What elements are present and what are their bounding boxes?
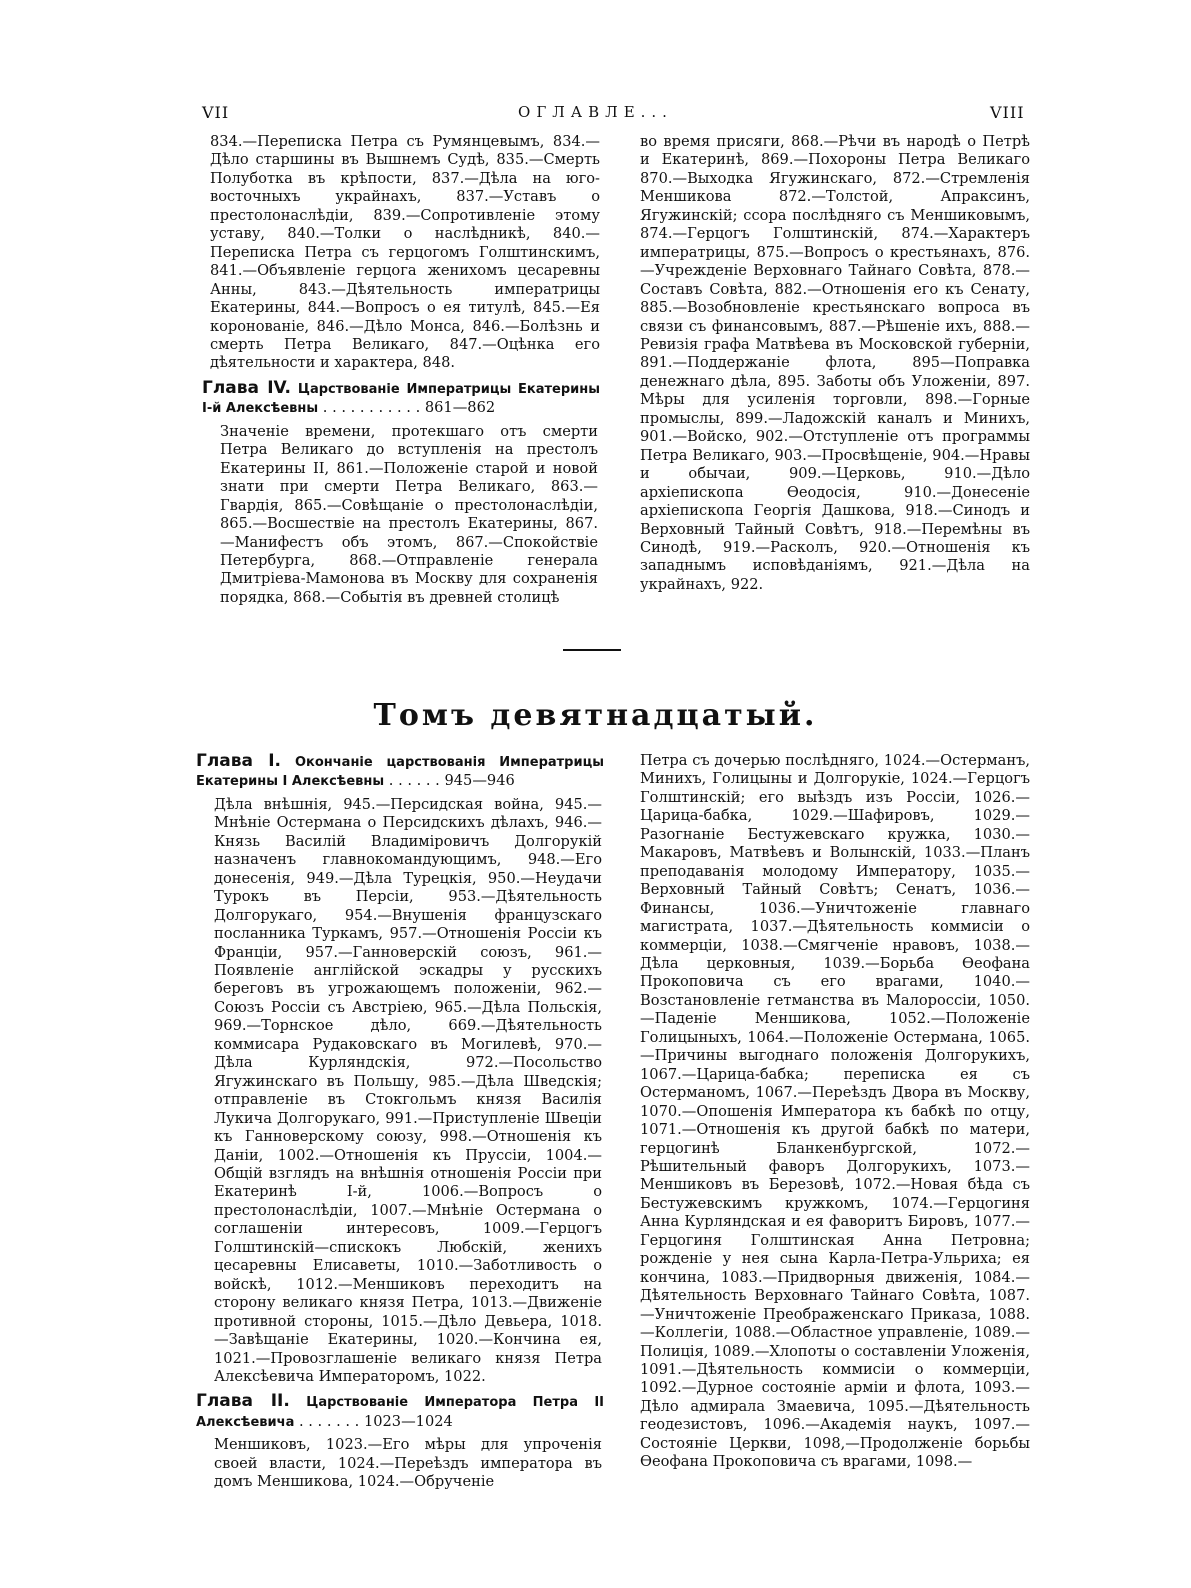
toc-upper-right-column — [640, 133, 1030, 594]
chapter-label: Глава I. — [196, 751, 281, 771]
chapter-heading: Глава IV. Царствованіе Императрицы Екатерины I-й Алексѣевны . . . . . . . . . . . 861—862 — [202, 377, 601, 417]
toc-lower-left-column — [196, 751, 604, 1492]
page-number-left: VII — [202, 103, 230, 122]
chapter-heading: Глава II. Царствованіе Императора Петра II Алексѣевича . . . . . . . 1023—1024 — [196, 1391, 604, 1430]
section-divider — [563, 649, 621, 651]
chapter-title: Царствованіе Императора Петра II Алексѣевича — [196, 1395, 604, 1430]
toc-continuation-text: Петра съ дочерью послѣдняго, 1024.—Остерманъ, Минихъ, Голицыны и Долгорукіе, 1024.—Герцогъ Голштинскій; его выѣздъ изъ Россіи, 1026.—Царица-бабка, 1029.—Шафировъ, 1029.—Разогнаніе Бестужевскаго кружка, 1030.—Макаровъ, Матвѣевъ и Волынскій, 1033.—Планъ преподаванія молодому Императору, 1035.—Верховный Тайный Совѣтъ; Сенатъ, 1036.—Финансы, 1036.—Уничтоженіе главнаго магистрата, 1037.—Дѣятельность коммисіи о коммерціи, 1038.—Смягченіе нравовъ, 1038.—Дѣла церковныя, 1039.—Борьба Ѳеофана Прокоповича съ его врагами, 1040.—Возстановленіе гетманства въ Малороссіи, 1050.—Паденіе Меншикова, 1052.—Положеніе Голицыныхъ, 1064.—Положеніе Остермана, 1065.—Причины выгоднаго положенія Долгорукихъ, 1067.—Царица-бабка; переписка ея съ Остерманомъ, 1067.—Переѣздъ Двора въ Москву, 1070.—Опошенія Императора къ бабкѣ по отцу, 1071.—Отношенія къ другой бабкѣ по матери, герцогинѣ Бланкенбургской, 1072.—Рѣшительный фаворъ Долгорукихъ, 1073.—Меншиковъ въ Березовѣ, 1072.—Новая бѣда съ Бестужевскимъ кружкомъ, 1074.—Герцогиня Анна Курляндская и ея фаворитъ Бировъ, 1077.—Герцогиня Голштинская Анна Петровна; рожденіе у нея сына Карла-Петра-Ульриха; ея кончина, 1083.—Придворныя движенія, 1084.—Дѣятельность Верховнаго Тайнаго Совѣта, 1087.—Уничтоженіе Преображенскаго Приказа, 1088.—Коллегіи, 1088.—Областное управленіе, 1089.—Полиція, 1089.—Хлопоты о составленіи Уложенія, 1091.—Дѣятельность коммисіи о коммерціи, 1092.—Дурное состояніе арміи и флота, 1093.—Дѣло адмирала Змаевича, 1095.—Дѣятельность геодезистовъ, 1096.—Академія наукъ, 1097.—Состояніе Церкви, 1098,—Продолженіе борьбы Ѳеофана Прокоповича съ врагами, 1098.— — [640, 752, 1030, 1471]
chapter-title: Царствованіе Императрицы Екатерины I-й Алексѣевны — [202, 381, 601, 417]
volume-title: Томъ девятнадцатый. — [373, 698, 818, 733]
chapter-label: Глава II. — [196, 1391, 290, 1412]
chapter-pages: 1023—1024 — [363, 1412, 453, 1430]
chapter-summary: Меншиковъ, 1023.—Его мѣры для упроченія своей власти, 1024.—Переѣздъ императора въ домъ Меншикова, 1024.—Обрученіе — [214, 1436, 602, 1491]
chapter-label: Глава IV. — [202, 377, 291, 398]
chapter-heading: Глава I. Окончаніе царствованія Императрицы Екатерины I Алексѣевны . . . . . . 945—946 — [196, 751, 604, 790]
chapter-summary: Дѣла внѣшнія, 945.—Персидская война, 945.—Мнѣніе Остермана о Персидскихъ дѣлахъ, 946.—Князь Василій Владиміровичъ Долгорукій назначенъ главнокомандующимъ, 948.—Его донесенія, 949.—Дѣла Турецкія, 950.—Неудачи Турокъ въ Персіи, 953.—Дѣятельность Долгорукаго, 954.—Внушенія французскаго посланника Туркамъ, 957.—Отношенія Россіи къ Франціи, 957.—Ганноверскій союзъ, 961.—Появленіе англійской эскадры у русскихъ береговъ въ угрожающемъ положеніи, 962.—Союзъ Россіи съ Австріею, 965.—Дѣла Польскія, 969.—Торнское дѣло, 669.—Дѣятельность коммисара Рудаковскаго въ Могилевѣ, 970.—Дѣла Курляндскія, 972.—Посольство Ягужинскаго въ Польшу, 985.—Дѣла Шведскія; отправленіе въ Стокгольмъ князя Василія Лукича Долгорукаго, 991.—Приступленіе Швеціи къ Ганноверскому союзу, 998.—Отношенія къ Даніи, 1002.—Отношенія къ Пруссіи, 1004.—Общій взглядъ на внѣшнія отношенія Россіи при Екатеринѣ I-й, 1006.—Вопросъ о престолонаслѣдіи, 1007.—Мнѣніе Остермана о соглашеніи интересовъ, 1009.—Герцогъ Голштинскій—спискокъ Любскій, женихъ цесаревны Елисаветы, 1010.—Заботливость о войскѣ, 1012.—Меншиковъ переходитъ на сторону великаго князя Петра, 1013.—Движеніе противной стороны, 1015.—Дѣло Девьера, 1018.—Завѣщаніе Екатерины, 1020.—Кончина ея, 1021.—Провозглашеніе великаго князя Петра Алексѣевича Императоромъ, 1022. — [214, 795, 602, 1385]
toc-continuation-text: 834.—Переписка Петра съ Румянцевымъ, 834.—Дѣло старшины въ Вышнемъ Судѣ, 835.—Смерть Полуботка въ крѣпости, 837.—Дѣла на юго-восточныхъ украйнахъ, 837.—Уставъ о престолонаслѣдіи, 839.—Сопротивленіе этому уставу, 840.—Толки о наслѣдникѣ, 840.—Переписка Петра съ герцогомъ Голштинскимъ, 841.—Объявленіе герцога женихомъ цесаревны Анны, 843.—Дѣятельность императрицы Екатерины, 844.—Вопросъ о ея титулѣ, 845.—Ея коронованіе, 846.—Дѣло Монса, 846.—Болѣзнь и смерть Петра Великаго, 847.—Оцѣнка его дѣятельности и характера, 848. — [210, 133, 600, 372]
chapter-summary: Значеніе времени, протекшаго отъ смерти Петра Великаго до вступленія на престолъ Екатерины II, 861.—Положеніе старой и новой знати при смерти Петра Великаго, 863.—Гвардія, 865.—Совѣщаніе о престолонаслѣдіи, 865.—Восшествіе на престолъ Екатерины, 867.—Манифестъ объ этомъ, 867.—Спокойствіе Петербурга, 868.—Отправленіе генерала Дмитріева-Мамонова въ Москву для сохраненія порядка, 868.—Событія въ древней столицѣ — [220, 422, 598, 606]
chapter-title: Окончаніе царствованія Императрицы Екатерины I Алексѣевны — [196, 755, 604, 790]
chapter-pages: 945—946 — [444, 772, 515, 790]
toc-upper-left-column — [202, 133, 601, 607]
chapter-pages: 861—862 — [424, 399, 496, 417]
toc-lower-right-column — [640, 752, 1030, 1472]
running-header: ОГЛАВЛЕ... — [518, 103, 673, 121]
page-number-right: VIII — [990, 103, 1025, 122]
toc-continuation-text: во время присяги, 868.—Рѣчи въ народѣ о Петрѣ и Екатеринѣ, 869.—Похороны Петра Великаго 870.—Выходка Ягужинскаго, 872.—Стремленія Меншикова 872.—Толстой, Апраксинъ, Ягужинскій; ссора послѣдняго съ Меншиковымъ, 874.—Герцогъ Голштинскій, 874.—Характеръ императрицы, 875.—Вопросъ о крестьянахъ, 876.—Учрежденіе Верховнаго Тайнаго Совѣта, 878.—Составъ Совѣта, 882.—Отношенія его къ Сенату, 885.—Возобновленіе крестьянскаго вопроса въ связи съ финансовымъ, 887.—Рѣшеніе ихъ, 888.—Ревизія графа Матвѣева въ Московской губерніи, 891.—Поддержаніе флота, 895—Поправка денежнаго дѣла, 895. Заботы объ Уложеніи, 897. Мѣры для усиленія торговли, 898.—Горные промыслы, 899.—Ладожскій каналъ и Минихъ, 901.—Войско, 902.—Отступленіе отъ программы Петра Великаго, 903.—Просвѣщеніе, 904.—Нравы и обычаи, 909.—Церковь, 910.—Дѣло архіепископа Ѳеодосія, 910.—Донесеніе архіепископа Георгія Дашкова, 918.—Синодъ и Верховный Тайный Совѣтъ, 918.—Перемѣны въ Синодѣ, 919.—Расколъ, 920.—Отношенія къ западнымъ исповѣданіямъ, 921.—Дѣла на украйнахъ, 922. — [640, 133, 1030, 593]
